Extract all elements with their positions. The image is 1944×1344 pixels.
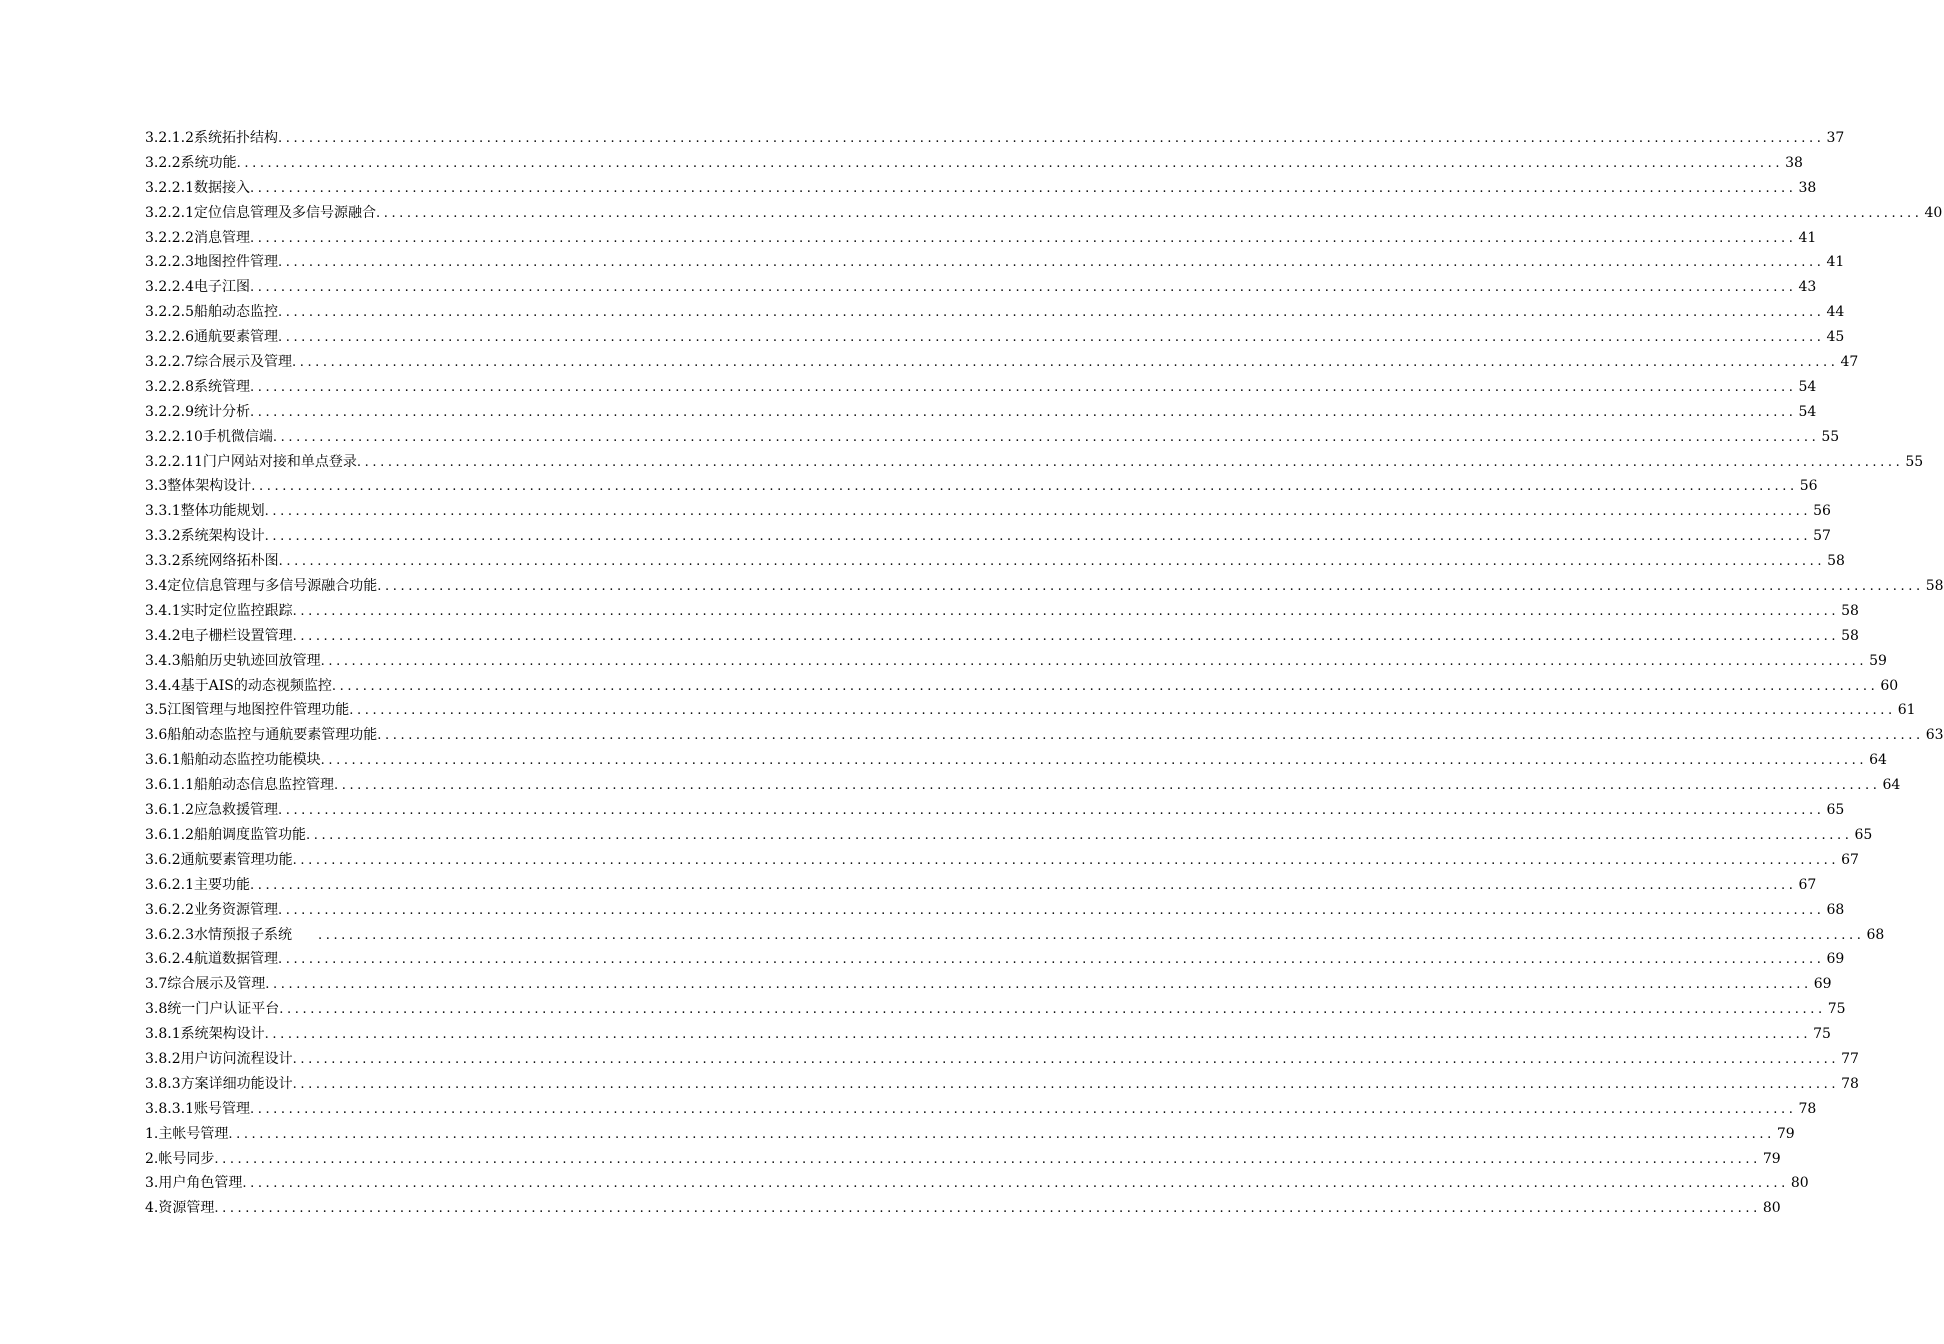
toc-entry[interactable] (145, 748, 1887, 773)
toc-entry[interactable] (145, 151, 1803, 176)
toc-entry[interactable] (145, 574, 1944, 599)
toc-entry-title: 3.4.3船舶历史轨迹回放管理 (145, 652, 321, 669)
toc-dot-leader: ........................................................................................................................................................................................................ (292, 1076, 1840, 1092)
toc-entry-title: 3.8.2用户访问流程设计 (145, 1050, 293, 1067)
toc-entry-page-number: 68 (1826, 901, 1845, 918)
toc-dot-leader: ........................................................................................................................................................................................................ (249, 230, 1797, 246)
toc-entry-page-number: 77 (1841, 1050, 1859, 1067)
toc-dot-leader: ........................................................................................................................................................................................................ (264, 529, 1812, 545)
toc-entry[interactable] (145, 873, 1817, 898)
toc-entry-title: 3.2.2.6通航要素管理 (145, 329, 278, 346)
toc-entry[interactable] (145, 997, 1846, 1022)
toc-entry[interactable] (145, 499, 1831, 524)
toc-dot-leader: ........................................................................................................................................................................................................ (292, 1051, 1840, 1067)
toc-dot-leader: ........................................................................................................................................................................................................ (277, 952, 1825, 968)
toc-entry[interactable] (145, 275, 1817, 300)
toc-entry[interactable] (145, 549, 1845, 574)
toc-entry-title: 3.6.2.2业务资源管理 (145, 901, 278, 918)
toc-entry-page-number: 58 (1841, 627, 1859, 644)
toc-dot-leader: ........................................................................................................................................................................................................ (242, 1176, 1789, 1192)
toc-entry[interactable] (145, 524, 1831, 549)
toc-entry-page-number: 40 (1924, 204, 1943, 221)
toc-dot-leader: ........................................................................................................................................................................................................ (249, 180, 1797, 196)
toc-dot-leader: ........................................................................................................................................................................................................ (272, 429, 1820, 445)
toc-entry-page-number: 54 (1798, 378, 1817, 395)
toc-entry-page-number: 44 (1826, 304, 1845, 321)
toc-entry-title: 3.3整体架构设计 (145, 478, 252, 495)
toc-entry[interactable] (145, 126, 1845, 151)
toc-entry-page-number: 56 (1813, 503, 1831, 520)
toc-entry-page-number: 78 (1798, 1100, 1817, 1117)
toc-entry-page-number: 64 (1882, 777, 1901, 794)
toc-entry-title: 3.2.2.8系统管理 (145, 378, 250, 395)
toc-dot-leader: ........................................................................................................................................................................................................ (291, 355, 1839, 371)
toc-entry-title: 3.2.2.10手机微信端 (145, 428, 273, 445)
toc-entry-page-number: 80 (1762, 1200, 1781, 1217)
toc-entry-title: 3.4定位信息管理与多信号源融合功能 (145, 578, 378, 595)
toc-entry-page-number: 69 (1826, 951, 1845, 968)
toc-entry-title: 3.2.2.2消息管理 (145, 229, 250, 246)
toc-entry-title: 3.2.2.3地图控件管理 (145, 254, 278, 271)
toc-entry[interactable] (145, 226, 1817, 251)
toc-entry-title: 3.2.2.9统计分析 (145, 403, 250, 420)
toc-dot-leader: ........................................................................................................................................................................................................ (292, 603, 1840, 619)
toc-entry-page-number: 37 (1826, 130, 1845, 146)
toc-entry-page-number: 60 (1880, 677, 1899, 694)
toc-entry[interactable] (145, 674, 1899, 699)
toc-dot-leader: ........................................................................................................................................................................................................ (292, 628, 1840, 644)
toc-dot-leader: ........................................................................................................................................................................................................ (277, 330, 1825, 346)
toc-entry[interactable] (145, 250, 1845, 275)
toc-dot-leader: ........................................................................................................................................................................................................ (249, 379, 1797, 395)
toc-entry-page-number: 58 (1925, 578, 1944, 595)
toc-dot-leader: ........................................................................................................................................................................................................ (320, 653, 1868, 669)
toc-dot-leader: ........................................................................................................................................................................................................ (277, 305, 1825, 321)
toc-dot-leader: ........................................................................................................................................................................................................ (249, 1101, 1797, 1117)
toc-entry-title: 3.2.2.11门户网站对接和单点登录 (145, 453, 357, 470)
toc-entry-title: 3.2.1.2系统拓扑结构 (145, 130, 278, 146)
toc-entry-title: 3.2.2系统功能 (145, 154, 237, 171)
toc-entry-title: 3.2.2.7综合展示及管理 (145, 354, 292, 371)
toc-entry-title: 3.2.2.4电子江图 (145, 279, 250, 296)
toc-entry-page-number: 47 (1840, 354, 1859, 371)
toc-entry[interactable] (145, 649, 1887, 674)
toc-entry-page-number: 45 (1826, 329, 1845, 346)
toc-entry-title: 3.6.2.4航道数据管理 (145, 951, 278, 968)
toc-entry[interactable] (145, 947, 1845, 972)
toc-entry[interactable] (145, 1196, 1781, 1221)
toc-entry-page-number: 55 (1905, 453, 1924, 470)
toc-entry-page-number: 41 (1798, 229, 1817, 246)
toc-dot-leader: ........................................................................................................................................................................................................ (349, 703, 1896, 719)
toc-entry-title: 3.2.2.5船舶动态监控 (145, 304, 278, 321)
toc-entry-title: 3.4.4基于AIS的动态视频监控 (145, 677, 332, 694)
toc-dot-leader: ........................................................................................................................................................................................................ (265, 977, 1812, 993)
toc-entry[interactable] (145, 599, 1859, 624)
toc-entry[interactable] (145, 176, 1817, 201)
toc-entry-page-number: 79 (1762, 1150, 1781, 1167)
toc-entry-title: 3.8.3.1账号管理 (145, 1100, 250, 1117)
toc-entry-page-number: 79 (1776, 1125, 1795, 1142)
toc-entry-page-number: 56 (1799, 478, 1818, 495)
toc-dot-leader: ........................................................................................................................................................................................................ (356, 454, 1904, 470)
toc-entry-title: 2.帐号同步 (145, 1150, 215, 1167)
toc-entry-page-number: 58 (1827, 553, 1845, 570)
toc-entry-title: 3.8统一门户认证平台 (145, 1001, 280, 1018)
toc-entry-page-number: 80 (1790, 1175, 1809, 1192)
toc-entry[interactable] (145, 1171, 1809, 1196)
toc-entry[interactable] (145, 375, 1817, 400)
toc-entry[interactable] (145, 300, 1845, 325)
toc-entry[interactable] (145, 201, 1943, 226)
toc-dot-leader: ........................................................................................................................................................................................................ (277, 255, 1825, 271)
toc-entry[interactable] (145, 1022, 1831, 1047)
toc-entry-title: 3.6.1船舶动态监控功能模块 (145, 752, 321, 769)
table-of-contents (145, 126, 1944, 1221)
toc-entry-page-number: 54 (1798, 403, 1817, 420)
toc-dot-leader: ........................................................................................................................................................................................................ (277, 902, 1825, 918)
toc-dot-leader: ........................................................................................................................................................................................................ (320, 753, 1868, 769)
toc-entry-title: 3.3.2系统架构设计 (145, 528, 265, 545)
toc-entry[interactable] (145, 723, 1944, 748)
toc-entry[interactable] (145, 1147, 1781, 1172)
toc-entry-title: 3.4.1实时定位监控跟踪 (145, 602, 293, 619)
toc-entry-page-number: 64 (1869, 752, 1887, 769)
toc-entry[interactable] (145, 848, 1859, 873)
toc-dot-leader: ........................................................................................................................................................................................................ (264, 504, 1812, 520)
toc-dot-leader: ........................................................................................................................................................................................................ (333, 778, 1881, 794)
toc-entry-page-number: 59 (1869, 652, 1887, 669)
toc-entry-title: 3.6.2.3水情预报子系统 (145, 926, 292, 943)
toc-dot-leader: ........................................................................................................................................................................................................ (331, 678, 1879, 694)
toc-entry-page-number: 78 (1841, 1075, 1859, 1092)
toc-entry-page-number: 75 (1827, 1001, 1846, 1018)
toc-entry[interactable] (145, 698, 1916, 723)
toc-entry-page-number: 67 (1798, 876, 1817, 893)
toc-dot-leader: ........................................................................................................................................................................................................ (277, 131, 1825, 146)
toc-entry[interactable] (145, 1047, 1859, 1072)
toc-entry-title: 3.2.2.1定位信息管理及多信号源融合 (145, 204, 376, 221)
toc-dot-leader: ........................................................................................................................................................................................................ (292, 852, 1840, 868)
toc-entry-title: 3.用户角色管理 (145, 1175, 243, 1192)
toc-entry-page-number: 68 (1866, 926, 1885, 943)
toc-entry-page-number: 58 (1841, 602, 1859, 619)
toc-dot-leader: ........................................................................................................................................................................................................ (214, 1151, 1761, 1167)
toc-dot-leader: ........................................................................................................................................................................................................ (377, 728, 1924, 744)
toc-entry-page-number: 38 (1798, 179, 1817, 196)
toc-entry[interactable] (145, 1072, 1859, 1097)
toc-entry-title: 3.8.3方案详细功能设计 (145, 1075, 293, 1092)
toc-entry-title: 3.8.1系统架构设计 (145, 1026, 265, 1043)
toc-entry-title: 3.4.2电子栅栏设置管理 (145, 627, 293, 644)
toc-dot-leader: ........................................................................................................................................................................................................ (305, 827, 1853, 843)
toc-entry-title: 1.主帐号管理 (145, 1125, 229, 1142)
toc-entry-title: 3.6.2通航要素管理功能 (145, 851, 293, 868)
toc-entry-title: 4.资源管理 (145, 1200, 215, 1217)
toc-entry-title: 3.6.1.1船舶动态信息监控管理 (145, 777, 334, 794)
toc-entry[interactable] (145, 923, 1885, 948)
toc-entry-title: 3.5江图管理与地图控件管理功能 (145, 702, 350, 719)
toc-entry[interactable] (145, 325, 1845, 350)
toc-entry-page-number: 69 (1813, 976, 1832, 993)
toc-entry[interactable] (145, 1097, 1817, 1122)
toc-entry[interactable] (145, 425, 1840, 450)
toc-entry-title: 3.6船舶动态监控与通航要素管理功能 (145, 727, 378, 744)
toc-dot-leader: ........................................................................................................................................................................................................ (277, 803, 1825, 819)
toc-dot-leader: ........................................................................................................................................................................................................ (236, 155, 1784, 171)
toc-entry-page-number: 67 (1841, 851, 1859, 868)
toc-entry-page-number: 43 (1798, 279, 1817, 296)
toc-entry[interactable] (145, 823, 1873, 848)
toc-dot-leader: ........................................................................................................................................................................................................ (251, 479, 1798, 495)
toc-entry[interactable] (145, 450, 1924, 475)
toc-entry[interactable] (145, 898, 1845, 923)
toc-entry[interactable] (145, 350, 1859, 375)
toc-entry[interactable] (145, 798, 1845, 823)
toc-entry-page-number: 65 (1854, 826, 1873, 843)
toc-entry-page-number: 57 (1813, 528, 1831, 545)
toc-entry[interactable] (145, 624, 1859, 649)
toc-entry-title: 3.6.1.2船舶调度监管功能 (145, 826, 306, 843)
toc-entry-title: 3.6.1.2应急救援管理 (145, 802, 278, 819)
toc-entry-page-number: 55 (1821, 428, 1840, 445)
toc-dot-leader: ........................................................................................................................................................................................................ (214, 1201, 1761, 1217)
toc-entry-title: 3.7综合展示及管理 (145, 976, 266, 993)
toc-entry[interactable] (145, 400, 1817, 425)
toc-entry-page-number: 38 (1785, 154, 1803, 171)
toc-entry-page-number: 75 (1813, 1026, 1831, 1043)
toc-dot-leader: ........................................................................................................................................................................................................ (264, 1027, 1812, 1043)
toc-entry-page-number: 41 (1826, 254, 1845, 271)
toc-entry-title: 3.3.2系统网络拓朴图 (145, 553, 279, 570)
toc-entry-page-number: 63 (1925, 727, 1944, 744)
toc-dot-leader: ........................................................................................................................................................................................................ (375, 205, 1923, 221)
toc-dot-leader: ........................................................................................................................................................................................................ (228, 1126, 1775, 1142)
toc-entry[interactable] (145, 1122, 1795, 1147)
toc-entry-title: 3.6.2.1主要功能 (145, 876, 250, 893)
toc-entry[interactable] (145, 773, 1901, 798)
toc-dot-leader: ........................................................................................................................................................................................................ (278, 554, 1826, 570)
toc-dot-leader: ........................................................................................................................................................................................................ (377, 579, 1924, 595)
toc-entry[interactable] (145, 474, 1818, 499)
toc-dot-leader: ........................................................................................................................................................................................................ (249, 877, 1797, 893)
toc-dot-leader: ........................................................................................................................................................................................................ (249, 404, 1797, 420)
toc-entry-title: 3.3.1整体功能规划 (145, 503, 265, 520)
toc-dot-leader: ........................................................................................................................................................................................................ (249, 280, 1797, 296)
toc-dot-leader: ........................................................................................................................................................................................................ (279, 1002, 1826, 1018)
toc-entry-page-number: 61 (1897, 702, 1916, 719)
toc-dot-leader: ........................................................................................................................................................................................................ (317, 927, 1865, 943)
toc-entry-title: 3.2.2.1数据接入 (145, 179, 250, 196)
toc-entry-page-number: 65 (1826, 802, 1845, 819)
toc-entry[interactable] (145, 972, 1832, 997)
